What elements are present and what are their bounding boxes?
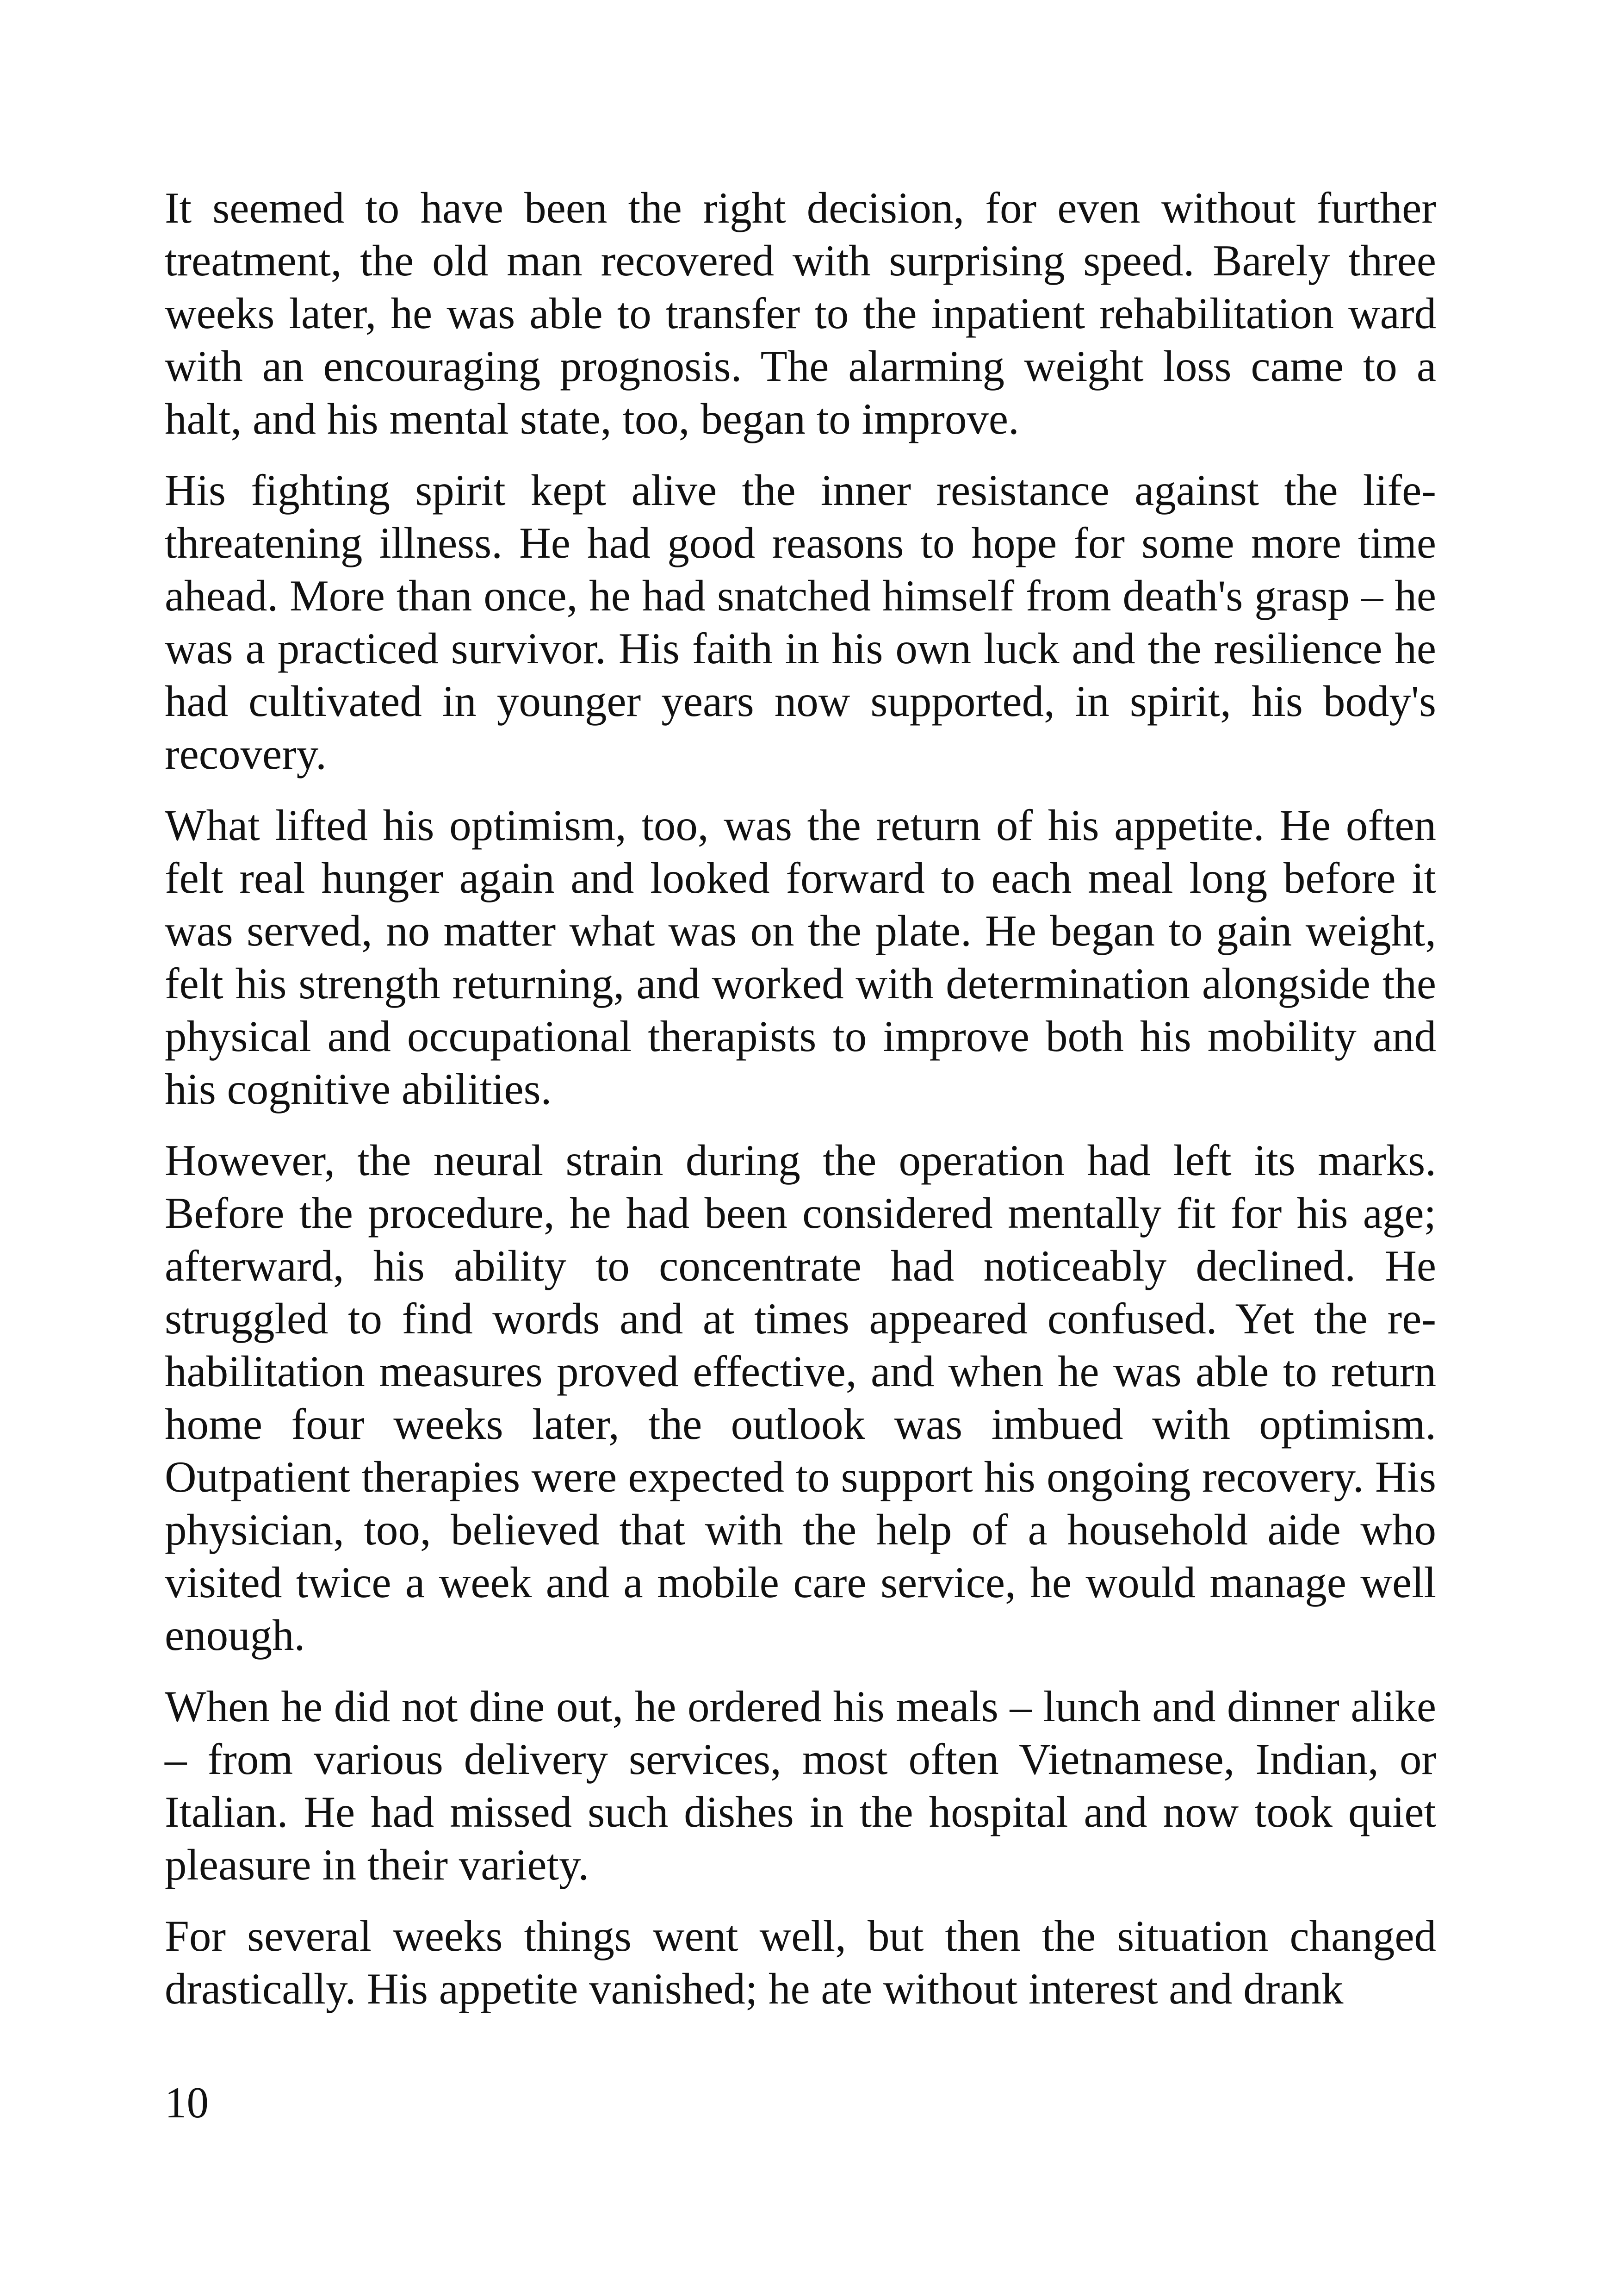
paragraph-6: For several weeks things went well, but then the situation changed drastically. His appetite vanished; he ate without interest and drank [165, 1911, 1436, 2013]
paragraph-5: When he did not dine out, he ordered his meals – lunch and dinner alike – from various delivery services, most often Vietnamese, Indian, or Italian. He had missed such dishes in the hospital and now took quiet pleasure in their variety. [165, 1682, 1436, 1889]
paragraph-3: What lifted his optimism, too, was the return of his appetite. He often felt real hunger again and looked forward to each meal long before it was served, no matter what was on the plate. He began to gain weight, felt his strength returning, and worked with determination alongside the physical and occupational therapists to improve both his mobility and his cognitive abilities. [165, 801, 1436, 1114]
paragraph-4: However, the neural strain during the operation had left its marks. Before the procedure, he had been considered mentally fit for his age; afterward, his ability to concentrate had noticeably declined. He struggled to find words and at times appeared confused. Yet the rehabilitation measures proved effective, and when he was able to return home four weeks later, the outlook was imbued with optimism. Outpatient therapies were expected to support his ongoing recovery. His physician, too, believed that with the help of a household aide who visited twice a week and a mobile care service, he would manage well enough. [165, 1136, 1436, 1660]
page-number: 10 [165, 2078, 209, 2127]
page-body [165, 181, 1436, 2034]
paragraph-2: His fighting spirit kept alive the inner resistance against the life-threatening illness. He had good reasons to hope for some more time ahead. More than once, he had snatched himself from death's grasp – he was a practiced survivor. His faith in his own luck and the resilience he had cultivated in younger years now supported, in spirit, his body's recovery. [165, 466, 1436, 778]
paragraph-1: It seemed to have been the right decision, for even without further treatment, the old man recovered with surprising speed. Barely three weeks later, he was able to transfer to the inpatient rehabilitation ward with an encouraging prognosis. The alarming weight loss came to a halt, and his mental state, too, began to improve. [165, 183, 1436, 443]
